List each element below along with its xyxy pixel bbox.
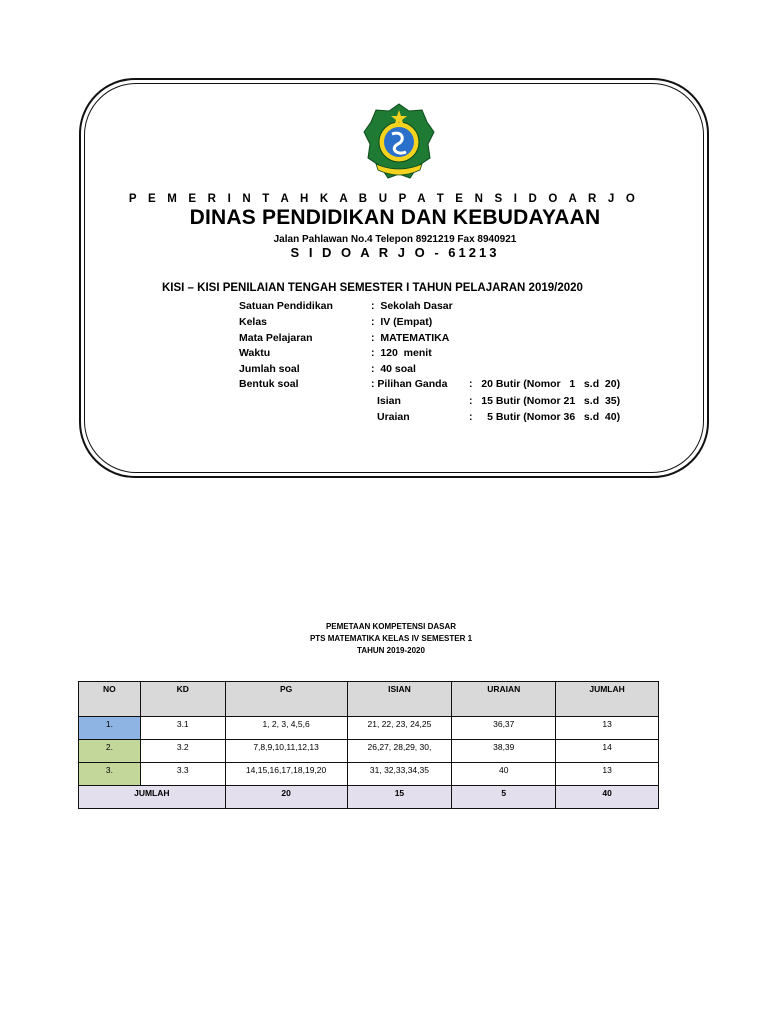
government-title: P E M E R I N T A H K A B U P A T E N S I D O A R J O [128,193,640,205]
cell-uraian: 38,39 [452,740,556,763]
department-title: DINAS PENDIDIKAN DAN KEBUDAYAAN [189,206,601,229]
table-row [79,740,659,763]
cell-no: 3. [79,763,141,786]
header-kd: KD [140,682,225,717]
header-pg: PG [225,682,347,717]
form-detail-pg: : 20 Butir (Nomor 1 s.d 20) [469,378,621,390]
table-total-row [79,786,659,809]
cell-isian: 26,27, 28,29, 30, [347,740,452,763]
cell-pg: 1, 2, 3, 4,5,6 [225,717,347,740]
kisi-title: KISI – KISI PENILAIAN TENGAH SEMESTER I TAHUN PELAJARAN 2019/2020 [162,282,583,294]
cell-pg: 7,8,9,10,11,12,13 [225,740,347,763]
header-no: NO [79,682,141,717]
header-isian: ISIAN [347,682,452,717]
total-isian: 15 [347,786,452,809]
kd-mapping-table [78,681,659,809]
doc-title-3: TAHUN 2019-2020 [357,646,425,655]
total-jumlah: 40 [556,786,659,809]
cell-jumlah: 13 [556,763,659,786]
cell-uraian: 36,37 [452,717,556,740]
sidoarjo-crest-icon [362,102,436,182]
info-label-waktu: Waktu [239,347,271,359]
info-value-waktu: : 120 menit [371,347,432,359]
table-row [79,717,659,740]
cell-jumlah: 13 [556,717,659,740]
form-detail-uraian: : 5 Butir (Nomor 36 s.d 40) [469,411,621,423]
table-header-row [79,682,659,717]
doc-title-1: PEMETAAN KOMPETENSI DASAR [325,622,457,631]
cell-kd: 3.1 [140,717,225,740]
info-label-jumlah-soal: Jumlah soal [239,363,300,375]
header-jumlah: JUMLAH [556,682,659,717]
info-value-satuan: : Sekolah Dasar [371,300,453,312]
cell-uraian: 40 [452,763,556,786]
info-value-jumlah-soal: : 40 soal [371,363,416,375]
info-label-kelas: Kelas [239,316,268,328]
total-pg: 20 [225,786,347,809]
header-uraian: URAIAN [452,682,556,717]
info-label-satuan: Satuan Pendidikan [239,300,333,312]
cell-pg: 14,15,16,17,18,19,20 [225,763,347,786]
form-label-uraian: Uraian [377,411,410,423]
department-address: Jalan Pahlawan No.4 Telepon 8921219 Fax 8940921 [273,234,517,245]
info-label-bentuk-soal: Bentuk soal [239,378,299,390]
form-label-isian: Isian [377,395,401,407]
cell-jumlah: 14 [556,740,659,763]
cell-no: 2. [79,740,141,763]
department-city: S I D O A R J O - 61213 [290,245,500,260]
cell-isian: 31, 32,33,34,35 [347,763,452,786]
table-row [79,763,659,786]
form-detail-isian: : 15 Butir (Nomor 21 s.d 35) [469,395,621,407]
cell-kd: 3.3 [140,763,225,786]
info-value-kelas: : IV (Empat) [371,316,433,328]
info-label-mapel: Mata Pelajaran [239,332,313,344]
info-value-bentuk-soal: : Pilihan Ganda [371,378,448,390]
cell-kd: 3.2 [140,740,225,763]
cell-no: 1. [79,717,141,740]
total-uraian: 5 [452,786,556,809]
doc-title-2: PTS MATEMATIKA KELAS IV SEMESTER 1 [309,634,473,643]
total-label: JUMLAH [79,786,226,809]
info-value-mapel: : MATEMATIKA [371,332,450,344]
cell-isian: 21, 22, 23, 24,25 [347,717,452,740]
